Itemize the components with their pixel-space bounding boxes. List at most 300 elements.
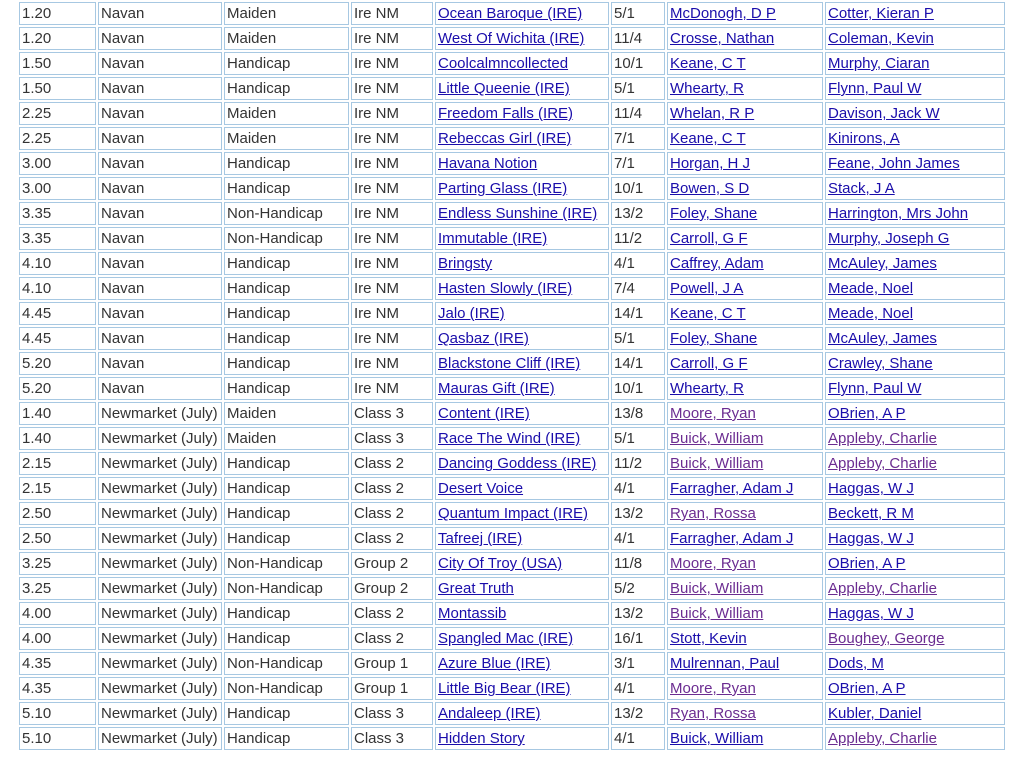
- class-cell: Class 3: [351, 727, 433, 750]
- odds-cell: 11/4: [611, 102, 665, 125]
- horse-link[interactable]: Jalo (IRE): [438, 305, 505, 322]
- course-cell: Newmarket (July): [98, 552, 222, 575]
- horse-cell: [435, 627, 609, 650]
- horse-link[interactable]: Hidden Story: [438, 730, 525, 747]
- table-row: [19, 552, 1005, 575]
- time-cell: 1.40: [19, 402, 96, 425]
- jockey-link[interactable]: Caffrey, Adam: [670, 255, 764, 272]
- jockey-link[interactable]: Keane, C T: [670, 55, 746, 72]
- horse-cell: [435, 477, 609, 500]
- race-type-cell: Non-Handicap: [224, 202, 349, 225]
- jockey-link[interactable]: Buick, William: [670, 580, 764, 597]
- jockey-link[interactable]: Crosse, Nathan: [670, 30, 775, 47]
- odds-cell: 5/1: [611, 327, 665, 350]
- trainer-link[interactable]: OBrien, A P: [828, 405, 906, 422]
- horse-cell: [435, 427, 609, 450]
- odds-cell: 11/4: [611, 27, 665, 50]
- table-row: [19, 152, 1005, 175]
- odds-cell: 14/1: [611, 302, 665, 325]
- horse-link[interactable]: City Of Troy (USA): [438, 555, 563, 572]
- jockey-link[interactable]: Buick, William: [670, 605, 764, 622]
- race-type-cell: Handicap: [224, 302, 349, 325]
- trainer-link[interactable]: Beckett, R M: [828, 505, 914, 522]
- trainer-link[interactable]: Murphy, Joseph G: [828, 230, 950, 247]
- table-row: [19, 352, 1005, 375]
- class-cell: Ire NM: [351, 277, 433, 300]
- course-cell: Newmarket (July): [98, 602, 222, 625]
- horse-link[interactable]: West Of Wichita (IRE): [438, 30, 585, 47]
- odds-cell: 5/1: [611, 2, 665, 25]
- trainer-link[interactable]: Haggas, W J: [828, 605, 914, 622]
- horse-link[interactable]: Rebeccas Girl (IRE): [438, 130, 572, 147]
- race-type-cell: Handicap: [224, 627, 349, 650]
- jockey-cell: [667, 577, 823, 600]
- jockey-cell: [667, 352, 823, 375]
- jockey-link[interactable]: Farragher, Adam J: [670, 530, 794, 547]
- race-type-cell: Handicap: [224, 77, 349, 100]
- trainer-cell: [825, 652, 1005, 675]
- time-cell: 3.25: [19, 552, 96, 575]
- trainer-link[interactable]: Stack, J A: [828, 180, 895, 197]
- horse-cell: [435, 602, 609, 625]
- jockey-link[interactable]: Buick, William: [670, 730, 764, 747]
- race-type-cell: Maiden: [224, 2, 349, 25]
- jockey-cell: [667, 402, 823, 425]
- horse-link[interactable]: Content (IRE): [438, 405, 530, 422]
- course-cell: Navan: [98, 352, 222, 375]
- jockey-link[interactable]: Ryan, Rossa: [670, 705, 756, 722]
- jockey-cell: [667, 452, 823, 475]
- time-cell: 3.00: [19, 152, 96, 175]
- odds-cell: 13/2: [611, 502, 665, 525]
- table-row: [19, 627, 1005, 650]
- horse-cell: [435, 227, 609, 250]
- trainer-link[interactable]: OBrien, A P: [828, 555, 906, 572]
- trainer-cell: [825, 127, 1005, 150]
- trainer-link[interactable]: McAuley, James: [828, 330, 937, 347]
- trainer-link[interactable]: Harrington, Mrs John: [828, 205, 969, 222]
- class-cell: Ire NM: [351, 102, 433, 125]
- trainer-cell: [825, 152, 1005, 175]
- table-row: [19, 77, 1005, 100]
- horse-cell: [435, 102, 609, 125]
- trainer-link[interactable]: Kubler, Daniel: [828, 705, 922, 722]
- time-cell: 2.25: [19, 127, 96, 150]
- trainer-link[interactable]: Kinirons, A: [828, 130, 900, 147]
- class-cell: Class 3: [351, 702, 433, 725]
- time-cell: 2.15: [19, 477, 96, 500]
- time-cell: 4.00: [19, 602, 96, 625]
- jockey-cell: [667, 302, 823, 325]
- horse-cell: [435, 352, 609, 375]
- jockey-cell: [667, 552, 823, 575]
- race-type-cell: Handicap: [224, 452, 349, 475]
- horse-link[interactable]: Desert Voice: [438, 480, 524, 497]
- table-row: [19, 52, 1005, 75]
- jockey-link[interactable]: Whearty, R: [670, 380, 744, 397]
- time-cell: 3.00: [19, 177, 96, 200]
- jockey-link[interactable]: Keane, C T: [670, 130, 746, 147]
- horse-cell: [435, 652, 609, 675]
- trainer-link[interactable]: Appleby, Charlie: [828, 430, 937, 447]
- course-cell: Newmarket (July): [98, 677, 222, 700]
- time-cell: 2.50: [19, 527, 96, 550]
- jockey-cell: [667, 427, 823, 450]
- course-cell: Navan: [98, 27, 222, 50]
- trainer-cell: [825, 177, 1005, 200]
- course-cell: Navan: [98, 377, 222, 400]
- trainer-cell: [825, 102, 1005, 125]
- trainer-cell: [825, 52, 1005, 75]
- horse-link[interactable]: Quantum Impact (IRE): [438, 505, 589, 522]
- time-cell: 4.10: [19, 277, 96, 300]
- horse-cell: [435, 502, 609, 525]
- horse-link[interactable]: Qasbaz (IRE): [438, 330, 529, 347]
- odds-cell: 14/1: [611, 352, 665, 375]
- trainer-link[interactable]: Appleby, Charlie: [828, 455, 937, 472]
- odds-cell: 13/2: [611, 202, 665, 225]
- table-row: [19, 602, 1005, 625]
- trainer-link[interactable]: Haggas, W J: [828, 480, 914, 497]
- trainer-link[interactable]: Meade, Noel: [828, 305, 914, 322]
- time-cell: 5.10: [19, 727, 96, 750]
- race-type-cell: Handicap: [224, 702, 349, 725]
- horse-link[interactable]: Race The Wind (IRE): [438, 430, 581, 447]
- horse-cell: [435, 327, 609, 350]
- jockey-cell: [667, 52, 823, 75]
- trainer-cell: [825, 677, 1005, 700]
- horse-link[interactable]: Coolcalmncollected: [438, 55, 569, 72]
- course-cell: Newmarket (July): [98, 452, 222, 475]
- horse-cell: [435, 552, 609, 575]
- horse-cell: [435, 402, 609, 425]
- course-cell: Newmarket (July): [98, 477, 222, 500]
- table-row: [19, 402, 1005, 425]
- horse-link[interactable]: Andaleep (IRE): [438, 705, 541, 722]
- time-cell: 4.00: [19, 627, 96, 650]
- race-type-cell: Handicap: [224, 502, 349, 525]
- trainer-link[interactable]: OBrien, A P: [828, 680, 906, 697]
- trainer-link[interactable]: Dods, M: [828, 655, 884, 672]
- horse-cell: [435, 152, 609, 175]
- class-cell: Ire NM: [351, 327, 433, 350]
- trainer-link[interactable]: Crawley, Shane: [828, 355, 933, 372]
- horse-link[interactable]: Havana Notion: [438, 155, 538, 172]
- horse-link[interactable]: Immutable (IRE): [438, 230, 548, 247]
- jockey-link[interactable]: Moore, Ryan: [670, 405, 756, 422]
- class-cell: Class 2: [351, 502, 433, 525]
- odds-cell: 5/2: [611, 577, 665, 600]
- odds-cell: 10/1: [611, 377, 665, 400]
- jockey-link[interactable]: Moore, Ryan: [670, 555, 756, 572]
- trainer-cell: [825, 277, 1005, 300]
- race-type-cell: Non-Handicap: [224, 552, 349, 575]
- trainer-link[interactable]: Appleby, Charlie: [828, 730, 937, 747]
- horse-link[interactable]: Spangled Mac (IRE): [438, 630, 574, 647]
- jockey-link[interactable]: Keane, C T: [670, 305, 746, 322]
- race-type-cell: Handicap: [224, 527, 349, 550]
- horse-link[interactable]: Little Queenie (IRE): [438, 80, 570, 97]
- time-cell: 1.40: [19, 427, 96, 450]
- trainer-cell: [825, 627, 1005, 650]
- jockey-link[interactable]: Powell, J A: [670, 280, 744, 297]
- table-row: [19, 252, 1005, 275]
- trainer-cell: [825, 577, 1005, 600]
- race-type-cell: Maiden: [224, 402, 349, 425]
- trainer-cell: [825, 77, 1005, 100]
- trainer-link[interactable]: Flynn, Paul W: [828, 80, 922, 97]
- trainer-cell: [825, 227, 1005, 250]
- odds-cell: 13/8: [611, 402, 665, 425]
- jockey-link[interactable]: Foley, Shane: [670, 205, 758, 222]
- time-cell: 4.45: [19, 327, 96, 350]
- odds-cell: 10/1: [611, 177, 665, 200]
- trainer-cell: [825, 502, 1005, 525]
- jockey-cell: [667, 2, 823, 25]
- jockey-cell: [667, 277, 823, 300]
- course-cell: Newmarket (July): [98, 427, 222, 450]
- trainer-cell: [825, 427, 1005, 450]
- course-cell: Navan: [98, 102, 222, 125]
- time-cell: 3.25: [19, 577, 96, 600]
- course-cell: Navan: [98, 227, 222, 250]
- horse-link[interactable]: Hasten Slowly (IRE): [438, 280, 573, 297]
- race-type-cell: Handicap: [224, 152, 349, 175]
- trainer-cell: [825, 452, 1005, 475]
- table-row: [19, 377, 1005, 400]
- jockey-link[interactable]: Foley, Shane: [670, 330, 758, 347]
- trainer-cell: [825, 377, 1005, 400]
- class-cell: Group 2: [351, 577, 433, 600]
- class-cell: Class 2: [351, 627, 433, 650]
- class-cell: Ire NM: [351, 2, 433, 25]
- jockey-cell: [667, 527, 823, 550]
- table-row: [19, 27, 1005, 50]
- trainer-cell: [825, 27, 1005, 50]
- horse-link[interactable]: Bringsty: [438, 255, 493, 272]
- odds-cell: 4/1: [611, 527, 665, 550]
- jockey-link[interactable]: Buick, William: [670, 430, 764, 447]
- jockey-link[interactable]: Bowen, S D: [670, 180, 750, 197]
- time-cell: 5.20: [19, 377, 96, 400]
- trainer-link[interactable]: Davison, Jack W: [828, 105, 940, 122]
- horse-cell: [435, 452, 609, 475]
- trainer-cell: [825, 402, 1005, 425]
- table-row: [19, 177, 1005, 200]
- trainer-link[interactable]: Haggas, W J: [828, 530, 914, 547]
- course-cell: Newmarket (July): [98, 727, 222, 750]
- jockey-cell: [667, 27, 823, 50]
- horse-link[interactable]: Mauras Gift (IRE): [438, 380, 555, 397]
- horse-link[interactable]: Blackstone Cliff (IRE): [438, 355, 581, 372]
- horse-link[interactable]: Tafreej (IRE): [438, 530, 523, 547]
- horse-cell: [435, 727, 609, 750]
- trainer-cell: [825, 352, 1005, 375]
- jockey-cell: [667, 177, 823, 200]
- horse-link[interactable]: Parting Glass (IRE): [438, 180, 568, 197]
- course-cell: Navan: [98, 127, 222, 150]
- odds-cell: 16/1: [611, 627, 665, 650]
- jockey-cell: [667, 327, 823, 350]
- jockey-link[interactable]: Carroll, G F: [670, 230, 748, 247]
- class-cell: Ire NM: [351, 52, 433, 75]
- time-cell: 2.25: [19, 102, 96, 125]
- course-cell: Navan: [98, 302, 222, 325]
- course-cell: Navan: [98, 252, 222, 275]
- course-cell: Navan: [98, 202, 222, 225]
- race-type-cell: Non-Handicap: [224, 677, 349, 700]
- jockey-link[interactable]: Whelan, R P: [670, 105, 755, 122]
- odds-cell: 10/1: [611, 52, 665, 75]
- jockey-link[interactable]: Buick, William: [670, 455, 764, 472]
- trainer-link[interactable]: Feane, John James: [828, 155, 960, 172]
- odds-cell: 4/1: [611, 727, 665, 750]
- horse-link[interactable]: Azure Blue (IRE): [438, 655, 551, 672]
- course-cell: Newmarket (July): [98, 577, 222, 600]
- class-cell: Class 2: [351, 602, 433, 625]
- horse-link[interactable]: Little Big Bear (IRE): [438, 680, 571, 697]
- trainer-link[interactable]: Appleby, Charlie: [828, 580, 937, 597]
- trainer-link[interactable]: Coleman, Kevin: [828, 30, 934, 47]
- jockey-cell: [667, 202, 823, 225]
- race-type-cell: Handicap: [224, 177, 349, 200]
- odds-cell: 4/1: [611, 252, 665, 275]
- time-cell: 1.50: [19, 52, 96, 75]
- jockey-cell: [667, 127, 823, 150]
- jockey-link[interactable]: Horgan, H J: [670, 155, 751, 172]
- jockey-link[interactable]: Moore, Ryan: [670, 680, 756, 697]
- race-type-cell: Handicap: [224, 252, 349, 275]
- horse-cell: [435, 27, 609, 50]
- table-row: [19, 652, 1005, 675]
- odds-cell: 5/1: [611, 77, 665, 100]
- class-cell: Ire NM: [351, 302, 433, 325]
- time-cell: 1.20: [19, 2, 96, 25]
- table-row: [19, 2, 1005, 25]
- horse-cell: [435, 677, 609, 700]
- race-type-cell: Non-Handicap: [224, 577, 349, 600]
- trainer-link[interactable]: McAuley, James: [828, 255, 937, 272]
- horse-link[interactable]: Great Truth: [438, 580, 514, 597]
- trainer-cell: [825, 602, 1005, 625]
- trainer-link[interactable]: Flynn, Paul W: [828, 380, 922, 397]
- jockey-link[interactable]: Carroll, G F: [670, 355, 748, 372]
- table-row: [19, 477, 1005, 500]
- horse-cell: [435, 2, 609, 25]
- jockey-link[interactable]: McDonogh, D P: [670, 5, 776, 22]
- odds-cell: 4/1: [611, 677, 665, 700]
- race-type-cell: Maiden: [224, 27, 349, 50]
- odds-cell: 3/1: [611, 652, 665, 675]
- class-cell: Ire NM: [351, 127, 433, 150]
- horse-cell: [435, 377, 609, 400]
- odds-cell: 7/1: [611, 152, 665, 175]
- table-row: [19, 527, 1005, 550]
- table-row: [19, 302, 1005, 325]
- jockey-cell: [667, 77, 823, 100]
- horse-cell: [435, 702, 609, 725]
- horse-cell: [435, 52, 609, 75]
- course-cell: Newmarket (July): [98, 502, 222, 525]
- horse-cell: [435, 202, 609, 225]
- class-cell: Group 1: [351, 677, 433, 700]
- time-cell: 1.20: [19, 27, 96, 50]
- class-cell: Ire NM: [351, 202, 433, 225]
- horse-cell: [435, 302, 609, 325]
- trainer-cell: [825, 202, 1005, 225]
- odds-cell: 5/1: [611, 427, 665, 450]
- time-cell: 5.10: [19, 702, 96, 725]
- course-cell: Newmarket (July): [98, 702, 222, 725]
- time-cell: 4.10: [19, 252, 96, 275]
- class-cell: Ire NM: [351, 377, 433, 400]
- odds-cell: 11/2: [611, 452, 665, 475]
- horse-link[interactable]: Freedom Falls (IRE): [438, 105, 574, 122]
- jockey-cell: [667, 252, 823, 275]
- jockey-cell: [667, 727, 823, 750]
- horse-link[interactable]: Dancing Goddess (IRE): [438, 455, 597, 472]
- time-cell: 4.45: [19, 302, 96, 325]
- table-row: [19, 202, 1005, 225]
- trainer-link[interactable]: Cotter, Kieran P: [828, 5, 934, 22]
- class-cell: Ire NM: [351, 352, 433, 375]
- race-type-cell: Handicap: [224, 477, 349, 500]
- race-type-cell: Handicap: [224, 277, 349, 300]
- race-type-cell: Maiden: [224, 427, 349, 450]
- trainer-link[interactable]: Meade, Noel: [828, 280, 914, 297]
- jockey-link[interactable]: Mulrennan, Paul: [670, 655, 780, 672]
- class-cell: Ire NM: [351, 152, 433, 175]
- table-row: [19, 577, 1005, 600]
- jockey-cell: [667, 602, 823, 625]
- table-row: [19, 102, 1005, 125]
- table-row: [19, 677, 1005, 700]
- time-cell: 4.35: [19, 677, 96, 700]
- jockey-cell: [667, 102, 823, 125]
- course-cell: Navan: [98, 152, 222, 175]
- race-type-cell: Maiden: [224, 127, 349, 150]
- race-results-table: [17, 0, 1007, 752]
- jockey-link[interactable]: Stott, Kevin: [670, 630, 747, 647]
- jockey-cell: [667, 677, 823, 700]
- time-cell: 3.35: [19, 227, 96, 250]
- class-cell: Ire NM: [351, 77, 433, 100]
- odds-cell: 13/2: [611, 702, 665, 725]
- horse-link[interactable]: Endless Sunshine (IRE): [438, 205, 598, 222]
- odds-cell: 13/2: [611, 602, 665, 625]
- trainer-link[interactable]: Murphy, Ciaran: [828, 55, 930, 72]
- horse-link[interactable]: Montassib: [438, 605, 507, 622]
- race-type-cell: Handicap: [224, 327, 349, 350]
- table-row: [19, 277, 1005, 300]
- jockey-link[interactable]: Farragher, Adam J: [670, 480, 794, 497]
- horse-cell: [435, 277, 609, 300]
- course-cell: Newmarket (July): [98, 402, 222, 425]
- class-cell: Group 2: [351, 552, 433, 575]
- jockey-link[interactable]: Whearty, R: [670, 80, 744, 97]
- trainer-link[interactable]: Boughey, George: [828, 630, 945, 647]
- course-cell: Navan: [98, 327, 222, 350]
- horse-cell: [435, 527, 609, 550]
- trainer-cell: [825, 327, 1005, 350]
- jockey-link[interactable]: Ryan, Rossa: [670, 505, 756, 522]
- jockey-cell: [667, 152, 823, 175]
- table-row: [19, 427, 1005, 450]
- race-type-cell: Non-Handicap: [224, 652, 349, 675]
- trainer-cell: [825, 477, 1005, 500]
- horse-link[interactable]: Ocean Baroque (IRE): [438, 5, 583, 22]
- time-cell: 1.50: [19, 77, 96, 100]
